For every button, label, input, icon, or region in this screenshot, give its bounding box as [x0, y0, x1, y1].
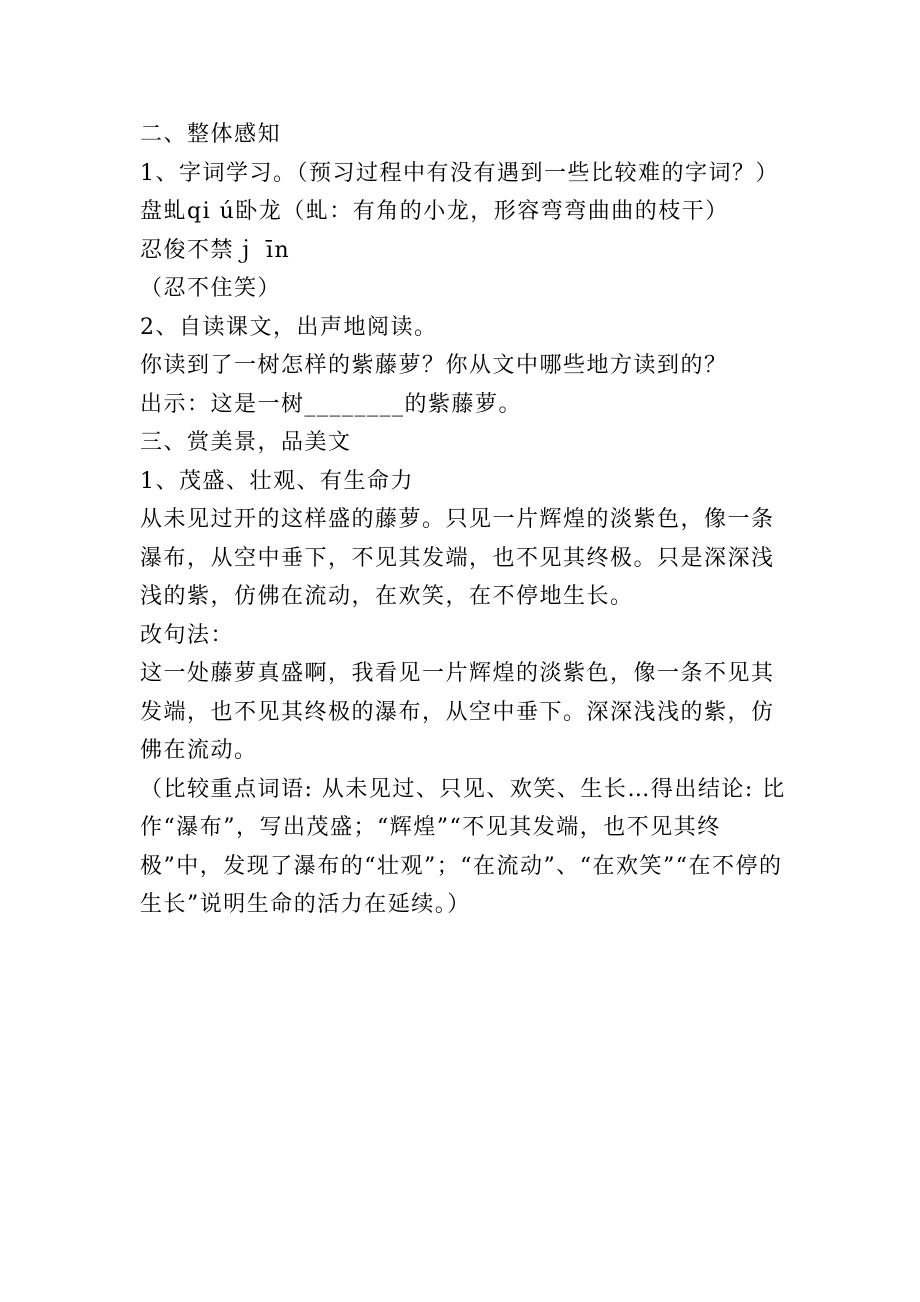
reading-question: 你读到了一树怎样的紫藤萝？你从文中哪些地方读到的？	[140, 353, 728, 378]
item-vocabulary-study: 1、字词学习。（预习过程中有没有遇到一些比较难的字词？）	[140, 160, 779, 186]
rewrite-label: 改句法：	[140, 622, 235, 648]
section-heading-overall: 二、整体感知	[140, 122, 282, 147]
rewritten-passage: 这一处藤萝真盛啊，我看见一片辉煌的淡紫色，像一条不见其发端，也不见其终极的瀑布，从空中垂下。深深浅浅的紫，仿佛在流动。	[140, 661, 775, 763]
document-body	[140, 116, 790, 925]
item-self-reading: 2、自读课文，出声地阅读。	[140, 314, 438, 340]
section-heading-appreciation: 三、赏美景，品美文	[140, 430, 352, 455]
vocab-panqiu-wolong: 盘虬qi ú卧龙（虬：有角的小龙，形容弯弯曲曲的枝干）	[140, 199, 729, 224]
comparison-conclusion: （比较重点词语: 从未见过、只见、欢笑、生长…得出结论: 比作“瀑布”，写出茂盛；“辉煌”“不见其发端，也不见其终极”中，发现了瀑布的“壮观”；“在流动”、“在欢笑”“在不停的生长”说明生命的活力在延续。）	[140, 776, 786, 917]
item-lush-magnificent: 1、茂盛、壮观、有生命力	[140, 468, 414, 494]
vocab-renjun-bujin-meaning: （忍不住笑）	[140, 276, 282, 301]
fill-in-blank-prompt: 出示：这是一树________的紫藤萝。	[140, 391, 523, 417]
original-passage: 从未见过开的这样盛的藤萝。只见一片辉煌的淡紫色，像一条瀑布，从空中垂下，不见其发端，也不见其终极。只是深深浅浅的紫，仿佛在流动，在欢笑，在不停地生长。	[140, 507, 775, 609]
vocab-renjun-bujin: 忍俊不禁ｊ īn	[140, 237, 291, 263]
